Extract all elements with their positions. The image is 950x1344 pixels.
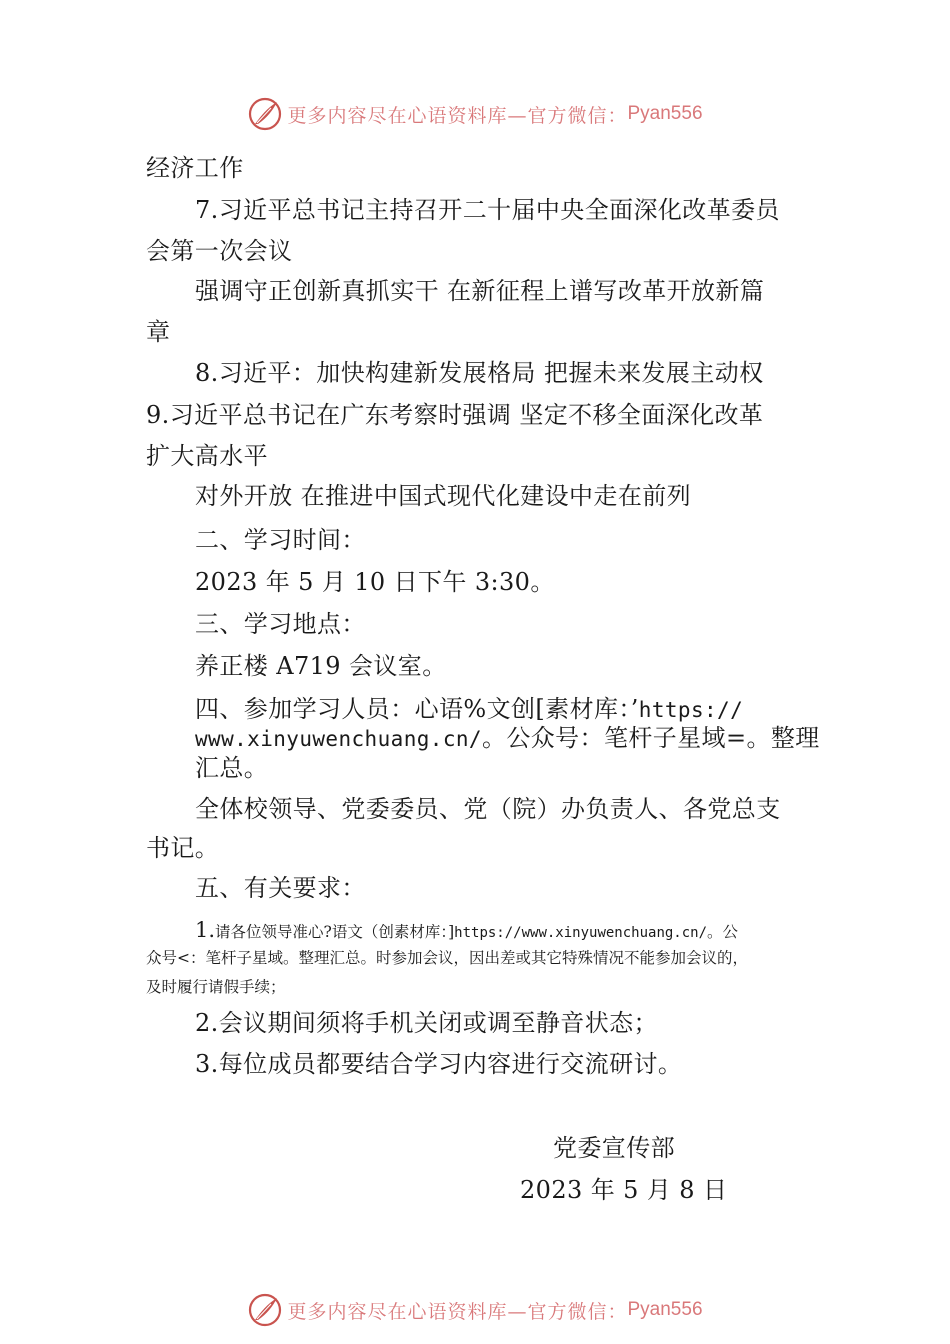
- signature-date: 2023 年 5 月 8 日: [520, 1176, 728, 1204]
- section-heading: 三、学习地点：: [195, 610, 366, 638]
- text-fragment: 。公众号：笔杆子星域=。整理: [481, 724, 820, 752]
- header-banner-text: 更多内容尽在心语资料库—官方微信：: [287, 104, 628, 127]
- text-line: 8.习近平：加快构建新发展格局 把握未来发展主动权: [195, 359, 764, 387]
- quill-logo-icon: [247, 96, 283, 132]
- text-line: 9.习近平总书记在广东考察时强调 坚定不移全面深化改革: [146, 401, 764, 429]
- header-banner-id: Pyan556: [627, 103, 703, 124]
- text-line: [195, 726, 820, 750]
- text-line: 3.每位成员都要结合学习内容进行交流研讨。: [195, 1050, 683, 1078]
- footer-banner-id: Pyan556: [627, 1299, 703, 1320]
- text-line: 2.会议期间须将手机关闭或调至静音状态；: [195, 1009, 658, 1037]
- url-fragment: https://www.xinyuwenchuang.cn/: [454, 925, 708, 941]
- header-banner: [0, 94, 950, 134]
- text-line: 扩大高水平: [146, 442, 268, 470]
- text-line: 会第一次会议: [146, 237, 293, 265]
- signature-org: 党委宣传部: [553, 1134, 675, 1162]
- text-line: [195, 697, 743, 721]
- text-line: 及时履行请假手续；: [146, 978, 286, 996]
- text-line: 强调守正创新真抓实干 在新征程上谱写改革开放新篇: [195, 277, 765, 305]
- text-line: 众号<：笔杆子星域。整理汇总。时参加会议，因出差或其它特殊情况不能参加会议的，: [146, 949, 748, 967]
- footer-banner: [0, 1290, 950, 1330]
- text-fragment: 请各位领导准心?语文（创素材库：]: [215, 923, 455, 941]
- text-line: [195, 920, 738, 941]
- text-line: 养正楼 A719 会议室。: [195, 652, 447, 680]
- text-line: 章: [146, 318, 171, 346]
- url-fragment: https://: [638, 698, 744, 722]
- text-line: 7.习近平总书记主持召开二十届中央全面深化改革委员: [195, 196, 780, 224]
- text-line: 全体校领导、党委委员、党（院）办负责人、各党总支: [195, 795, 781, 823]
- url-fragment: www.xinyuwenchuang.cn/: [195, 727, 482, 751]
- text-fragment: 四、参加学习人员：心语%文创[素材库：’: [195, 695, 639, 723]
- footer-banner-text: 更多内容尽在心语资料库—官方微信：: [287, 1300, 628, 1323]
- text-line: 2023 年 5 月 10 日下午 3:30。: [195, 568, 555, 596]
- text-line: 对外开放 在推进中国式现代化建设中走在前列: [195, 482, 692, 510]
- section-heading: 五、有关要求：: [195, 874, 366, 902]
- text-line: 经济工作: [146, 154, 244, 182]
- text-line: 书记。: [146, 834, 220, 862]
- text-fragment: 。公: [707, 923, 739, 941]
- quill-logo-icon: [247, 1292, 283, 1328]
- list-number: 1.: [195, 918, 216, 942]
- section-heading: 二、学习时间：: [195, 526, 366, 554]
- text-line: 汇总。: [195, 754, 269, 782]
